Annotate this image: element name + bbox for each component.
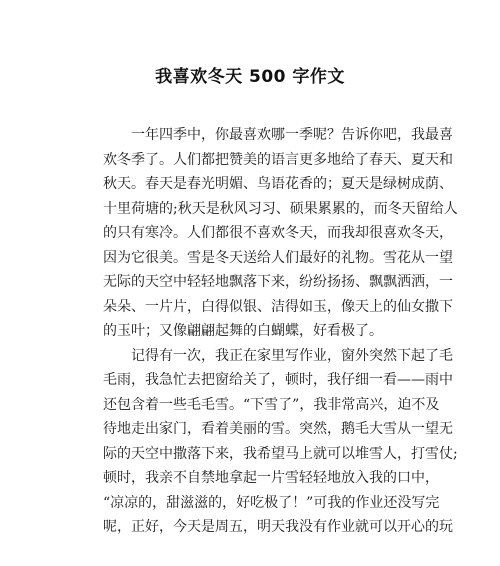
text-line: 际的天空中撒落下来，我希望马上就可以堆雪人，打雪仗; xyxy=(103,445,458,462)
text-line: 十里荷塘的;秋天是秋风习习、硕果累累的，而冬天留给人 xyxy=(103,200,458,217)
text-line: 欢冬季了。人们都把赞美的语言更多地给了春天、夏天和 xyxy=(103,151,453,168)
text-line: 顿时，我亲不自禁地拿起一片雪轻轻地放入我的口中， xyxy=(103,470,439,486)
text-line: “凉凉的，甜滋滋的，好吃极了！”可我的作业还没写完 xyxy=(103,494,440,511)
text-line: 毛雨，我急忙去把窗给关了，顿时，我仔细一看——雨中 xyxy=(103,372,453,388)
text-line: 因为它很美。雪是冬天送给人们最好的礼物。雪花从一望 xyxy=(103,249,453,266)
text-line: 秋天。春天是春光明媚、鸟语花香的；夏天是绿树成荫、 xyxy=(103,176,453,192)
text-line: 的只有寒冷。人们都很不喜欢冬天，而我却很喜欢冬天， xyxy=(103,225,453,241)
text-line: 记得有一次，我正在家里写作业，窗外突然下起了毛 xyxy=(131,347,453,364)
text-line: 无际的天空中轻轻地飘落下来，纷纷扬扬、飘飘洒洒，一 xyxy=(103,274,453,290)
page-title: 我喜欢冬天 500 字作文 xyxy=(155,67,345,87)
text-line: 的玉叶；又像翩翩起舞的白蝴蝶，好看极了。 xyxy=(103,323,383,339)
essay-body xyxy=(103,123,458,540)
text-line: 一年四季中，你最喜欢哪一季呢？告诉你吧，我最喜 xyxy=(131,127,453,143)
text-line: 还包含着一些毛毛雪。“下雪了”，我非常高兴，迫不及 xyxy=(103,396,440,413)
text-line: 待地走出家门，看着美丽的雪。突然，鹅毛大雪从一望无 xyxy=(103,421,453,437)
text-line: 朵朵、一片片，白得似银、洁得如玉，像天上的仙女撒下 xyxy=(103,298,453,315)
text-line: 呢，正好，今天是周五，明天我没有作业就可以开心的玩 xyxy=(103,519,453,535)
